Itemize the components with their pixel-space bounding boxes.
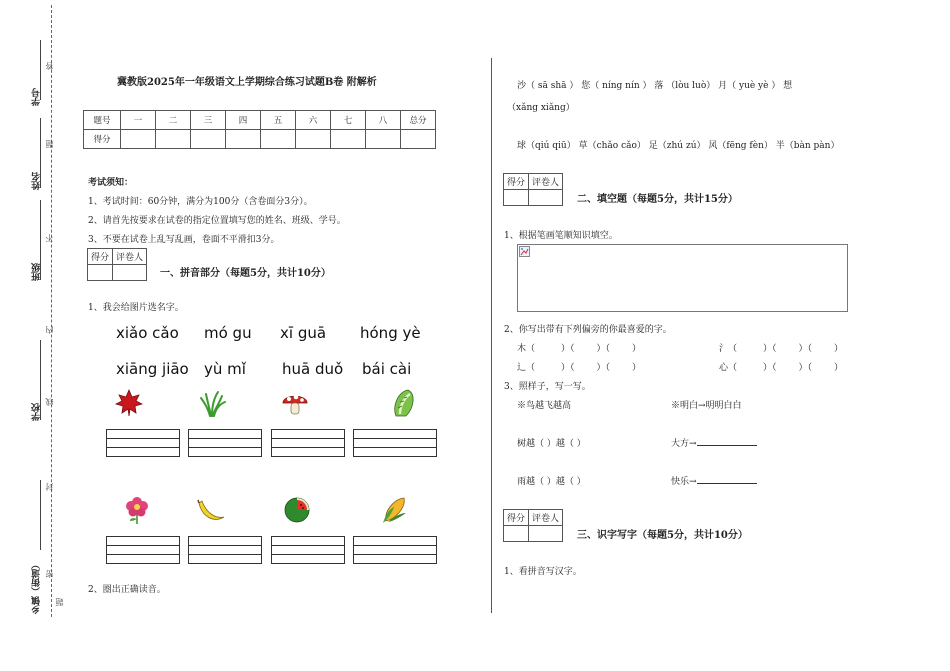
answer-box[interactable] <box>188 429 262 457</box>
answer-line[interactable] <box>697 475 757 484</box>
answer-line[interactable] <box>697 437 757 446</box>
grader-score-label: 得分 <box>504 510 529 526</box>
answer-box[interactable] <box>271 536 345 564</box>
pinyin-option: xiǎo cǎo <box>116 324 179 342</box>
radical-row: 氵（ ）（ ）（ ） <box>719 344 844 354</box>
score-header-cell: 四 <box>226 111 261 130</box>
grader-score-label: 得分 <box>504 174 529 190</box>
class-label: 班级 <box>32 263 42 281</box>
pinyin-option: hóng yè <box>360 324 421 342</box>
grader-reviewer-cell[interactable] <box>529 190 563 206</box>
grader-score-label: 得分 <box>88 249 113 265</box>
score-cell[interactable] <box>401 130 436 149</box>
score-header-cell: 总分 <box>401 111 436 130</box>
score-cell[interactable] <box>261 130 296 149</box>
notice-item: 2、请首先按要求在试卷的指定位置填写您的姓名、班级、学号。 <box>88 216 346 226</box>
pinyin-option: yù mǐ <box>204 360 246 378</box>
corn-icon <box>380 495 410 525</box>
score-header-cell: 三 <box>191 111 226 130</box>
grader-reviewer-label: 评卷人 <box>529 510 563 526</box>
section3-title: 三、识字写字（每题5分，共计10分） <box>577 530 748 541</box>
cut-mark: 密 <box>45 570 54 578</box>
pronunciation-line: 球（qiú qiū） 草（chǎo cǎo） 足（zhú zú） 风（fēng fèn） 半（bàn pàn） <box>517 141 840 151</box>
radical-row: 辶（ ）（ ）（ ） <box>517 363 642 373</box>
answer-box[interactable] <box>271 429 345 457</box>
fill-blank-sentence: 雨越（ ）越（ ） <box>517 477 586 487</box>
notice-title: 考试须知： <box>88 178 134 188</box>
maple-leaf-icon <box>114 388 144 418</box>
grader-score-cell[interactable] <box>88 265 113 281</box>
pinyin-option: bái cài <box>362 360 412 378</box>
student-id-label: 学号 <box>32 88 42 106</box>
cut-mark: 线 <box>45 398 54 406</box>
name-label: 姓名 <box>32 172 42 190</box>
score-cell[interactable] <box>191 130 226 149</box>
grass-icon <box>198 388 228 418</box>
score-header-cell: 一 <box>121 111 156 130</box>
grader-reviewer-label: 评卷人 <box>529 174 563 190</box>
cut-mark: 题 <box>55 598 64 606</box>
score-header-cell: 二 <box>156 111 191 130</box>
score-header-cell: 六 <box>296 111 331 130</box>
section2-title: 二、填空题（每题5分，共计15分） <box>577 194 738 205</box>
section1-question2: 2、圈出正确读音。 <box>88 585 166 595</box>
cabbage-icon <box>388 388 418 418</box>
radical-row: 心（ ）（ ）（ ） <box>719 363 844 373</box>
broken-image-icon <box>519 246 530 257</box>
class-line[interactable] <box>40 200 41 280</box>
section1-question1: 1、我会给图片选名字。 <box>88 303 184 313</box>
grader-box-section2 <box>503 173 563 206</box>
example-sentence: ※鸟越飞越高 <box>517 401 572 411</box>
cut-mark: 题 <box>45 140 54 148</box>
grader-reviewer-cell[interactable] <box>529 526 563 542</box>
cut-mark: 答 <box>45 62 54 70</box>
grader-score-cell[interactable] <box>504 190 529 206</box>
score-cell[interactable] <box>296 130 331 149</box>
score-table-header-row <box>84 111 436 130</box>
score-header-cell: 七 <box>331 111 366 130</box>
grader-box-section1 <box>87 248 147 281</box>
binding-dashed-line <box>51 5 52 617</box>
score-cell[interactable] <box>226 130 261 149</box>
cut-mark: 内 <box>45 326 54 334</box>
cut-mark: 封 <box>45 483 54 491</box>
fill-blank-sentence: 树越（ ）越（ ） <box>517 439 586 449</box>
pinyin-option: huā duǒ <box>282 360 344 378</box>
pinyin-option: mó gu <box>204 324 252 342</box>
section2-question2: 2、你写出带有下列偏旁的你最喜爱的字。 <box>504 325 672 335</box>
township-line[interactable] <box>40 480 41 550</box>
score-cell[interactable] <box>366 130 401 149</box>
pinyin-option: xī guā <box>280 324 327 342</box>
student-id-line[interactable] <box>40 40 41 100</box>
answer-box[interactable] <box>353 536 437 564</box>
watermelon-icon <box>282 495 312 525</box>
mushroom-icon <box>280 388 310 418</box>
section1-title: 一、拼音部分（每题5分，共计10分） <box>160 268 331 279</box>
notice-item: 3、不要在试卷上乱写乱画，卷面不平滑扣3分。 <box>88 235 280 245</box>
answer-box[interactable] <box>106 429 180 457</box>
fill-blank-phrase: 大方→ <box>671 436 757 449</box>
grader-score-cell[interactable] <box>504 526 529 542</box>
answer-box[interactable] <box>188 536 262 564</box>
pronunciation-line: （xǎng xiǎng） <box>507 103 575 113</box>
score-cell[interactable] <box>156 130 191 149</box>
score-header-cell: 八 <box>366 111 401 130</box>
score-cell[interactable] <box>331 130 366 149</box>
cut-mark: 不 <box>45 234 54 242</box>
school-label: 学校 <box>32 403 42 421</box>
answer-box[interactable] <box>106 536 180 564</box>
pronunciation-line: 沙（ sā shā ） 您（ níng nín ） 落 （lòu luò） 月（ yuè yè ） 想 <box>517 81 793 91</box>
score-cell[interactable] <box>121 130 156 149</box>
example-phrase: ※明白→明明白白 <box>671 401 742 411</box>
banana-icon <box>196 495 226 525</box>
fill-blank-phrase: 快乐→ <box>671 474 757 487</box>
score-table-score-row <box>84 130 436 149</box>
grader-reviewer-label: 评卷人 <box>113 249 147 265</box>
radical-row: 木（ ）（ ）（ ） <box>517 344 642 354</box>
score-header-cell: 题号 <box>84 111 121 130</box>
grader-box-section3 <box>503 509 563 542</box>
section3-question1: 1、看拼音写汉字。 <box>504 567 582 577</box>
school-line[interactable] <box>40 340 41 420</box>
grader-reviewer-cell[interactable] <box>113 265 147 281</box>
exam-title: 冀教版2025年一年级语文上学期综合练习试题B卷 附解析 <box>117 77 377 88</box>
section2-question1: 1、根据笔画笔顺知识填空。 <box>504 231 618 241</box>
section2-question3: 3、照样子，写一写。 <box>504 382 591 392</box>
column-divider <box>491 58 492 613</box>
flower-icon <box>122 495 152 525</box>
township-label: 乡镇（街道） <box>32 560 42 614</box>
notice-item: 1、考试时间：60分钟，满分为100分（含卷面分3分）。 <box>88 197 313 207</box>
score-header-cell: 五 <box>261 111 296 130</box>
name-line[interactable] <box>40 118 41 188</box>
score-row-label: 得分 <box>84 130 121 149</box>
answer-box[interactable] <box>353 429 437 457</box>
score-table <box>83 110 436 149</box>
pinyin-option: xiāng jiāo <box>116 360 189 378</box>
stroke-order-image-box <box>517 244 848 312</box>
